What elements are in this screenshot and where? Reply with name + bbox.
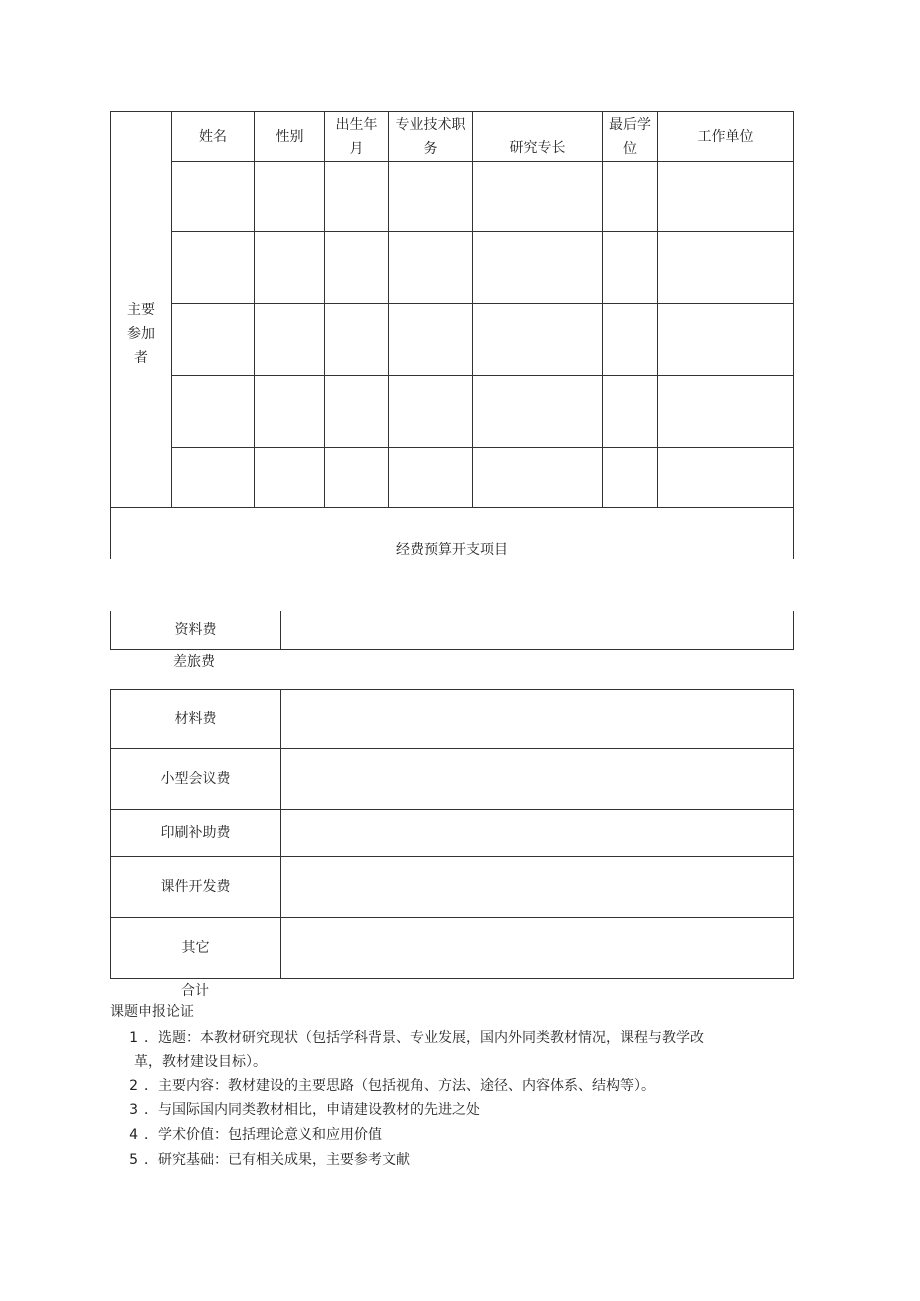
col-header-degree: 最后学 位 [609,116,651,157]
point-number: 4 [129,1127,138,1143]
proposal-point-5 [118,1150,410,1170]
col-header-name: 姓名 [199,128,227,145]
members-row-header [111,161,171,507]
budget-title: 经费预算开支项目 [396,542,508,558]
proposal-point-4 [118,1125,382,1145]
col-header-specialty: 研究专长 [509,140,566,156]
point-text: ．选题：本教材研究现状（包括学科背景、专业发展，国内外同类教材情况，课程与教学改 [144,1030,704,1046]
budget-item-meeting: 小型会议费 [160,771,231,787]
proposal-point-3 [118,1100,480,1120]
budget-item-materials-info: 资料费 [174,622,217,638]
point-text: ．研究基础：已有相关成果，主要参考文献 [144,1152,410,1168]
budget-item-total: 合计 [181,983,209,999]
proposal-point-1-cont: 革，教材建设目标）。 [134,1054,267,1070]
budget-item-other: 其它 [181,940,210,956]
point-number: 1 [129,1030,138,1046]
col-header-workplace: 工作单位 [697,128,754,145]
point-text: ．与国际国内同类教材相比，申请建设教材的先进之处 [144,1102,480,1118]
point-number: 2 [129,1078,138,1094]
point-text: ．学术价值：包括理论意义和应用价值 [144,1127,382,1143]
col-header-title: 专业技术职 务 [395,116,466,157]
budget-item-material: 材料费 [174,711,217,727]
proposal-title: 课题申报论证 [110,1004,194,1020]
budget-item-printing: 印刷补助费 [160,825,231,841]
point-number: 3 [129,1102,138,1118]
budget-item-courseware: 课件开发费 [160,879,231,895]
proposal-point-2 [118,1076,655,1096]
col-header-birth: 出生年 月 [335,116,378,157]
row-header-line: 主要 [127,302,155,318]
row-header-line: 者 [134,350,148,366]
proposal-point-1 [118,1028,704,1048]
point-number: 5 [129,1152,138,1168]
row-header-line: 参加 [127,326,155,342]
col-header-gender: 性别 [275,128,304,145]
budget-item-travel: 差旅费 [173,654,215,670]
point-text: ．主要内容：教材建设的主要思路（包括视角、方法、途径、内容体系、结构等）。 [144,1078,655,1094]
